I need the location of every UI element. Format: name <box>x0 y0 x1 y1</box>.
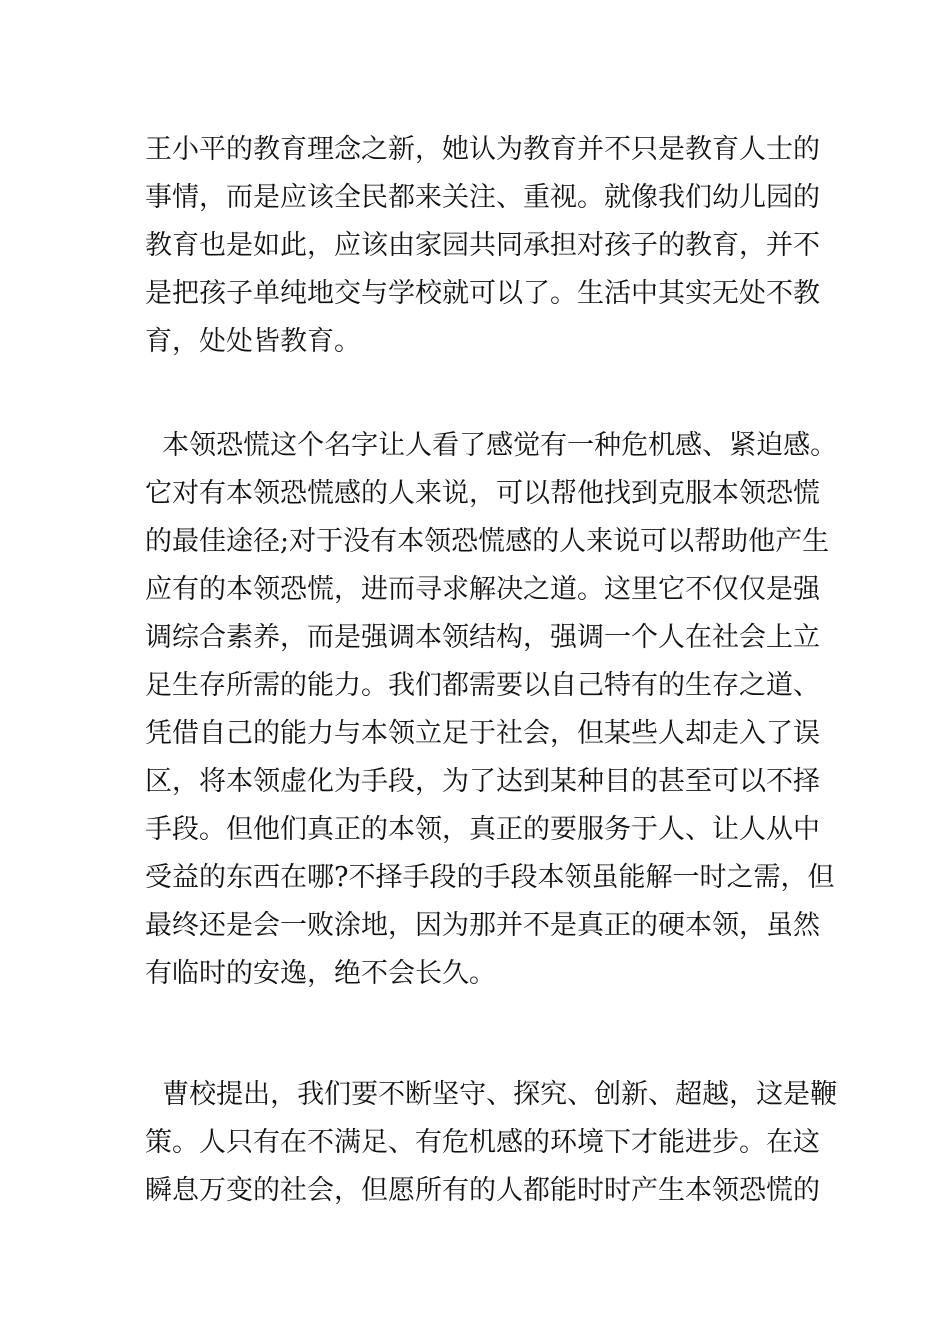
text-line: 策。人只有在不满足、有危机感的环境下才能进步。在这 <box>145 1127 820 1158</box>
text-line: 凭借自己的能力与本领立足于社会，但某些人却走入了误 <box>145 718 820 749</box>
text-line: 调综合素养，而是强调本领结构，强调一个人在社会上立 <box>145 622 820 653</box>
text-line: 区，将本领虚化为手段，为了达到某种目的甚至可以不择 <box>145 766 820 797</box>
text-line: 瞬息万变的社会，但愿所有的人都能时时产生本领恐慌的 <box>145 1175 820 1206</box>
paragraph-education-idea <box>145 126 825 366</box>
text-line: 事情，而是应该全民都来关注、重视。就像我们幼儿园的 <box>145 182 820 213</box>
text-line: 最终还是会一败涂地，因为那并不是真正的硬本领，虽然 <box>145 910 820 941</box>
text-line: 育，处处皆教育。 <box>145 326 361 357</box>
text-line: 应有的本领恐慌，进而寻求解决之道。这里它不仅仅是强 <box>145 574 820 605</box>
text-line: 的最佳途径;对于没有本领恐慌感的人来说可以帮助他产生 <box>145 526 830 557</box>
text-line: 足生存所需的能力。我们都需要以自己特有的生存之道、 <box>145 670 820 701</box>
text-line: 有临时的安逸，绝不会长久。 <box>145 958 496 989</box>
text-line: 王小平的教育理念之新，她认为教育并不只是教育人士的 <box>145 134 820 165</box>
text-line: 教育也是如此，应该由家园共同承担对孩子的教育，并不 <box>145 230 820 261</box>
text-line: 受益的东西在哪?不择手段的手段本领虽能解一时之需，但 <box>145 862 835 893</box>
paragraph-principal-remarks <box>145 1071 838 1215</box>
text-line: 是把孩子单纯地交与学校就可以了。生活中其实无处不教 <box>145 278 820 309</box>
text-line: 曹校提出，我们要不断坚守、探究、创新、超越，这是鞭 <box>145 1079 838 1110</box>
text-line: 它对有本领恐慌感的人来说，可以帮他找到克服本领恐慌 <box>145 478 820 509</box>
text-line: 手段。但他们真正的本领，真正的要服务于人、让人从中 <box>145 814 820 845</box>
paragraph-skill-panic <box>145 422 838 998</box>
text-line: 本领恐慌这个名字让人看了感觉有一种危机感、紧迫感。 <box>145 430 838 461</box>
